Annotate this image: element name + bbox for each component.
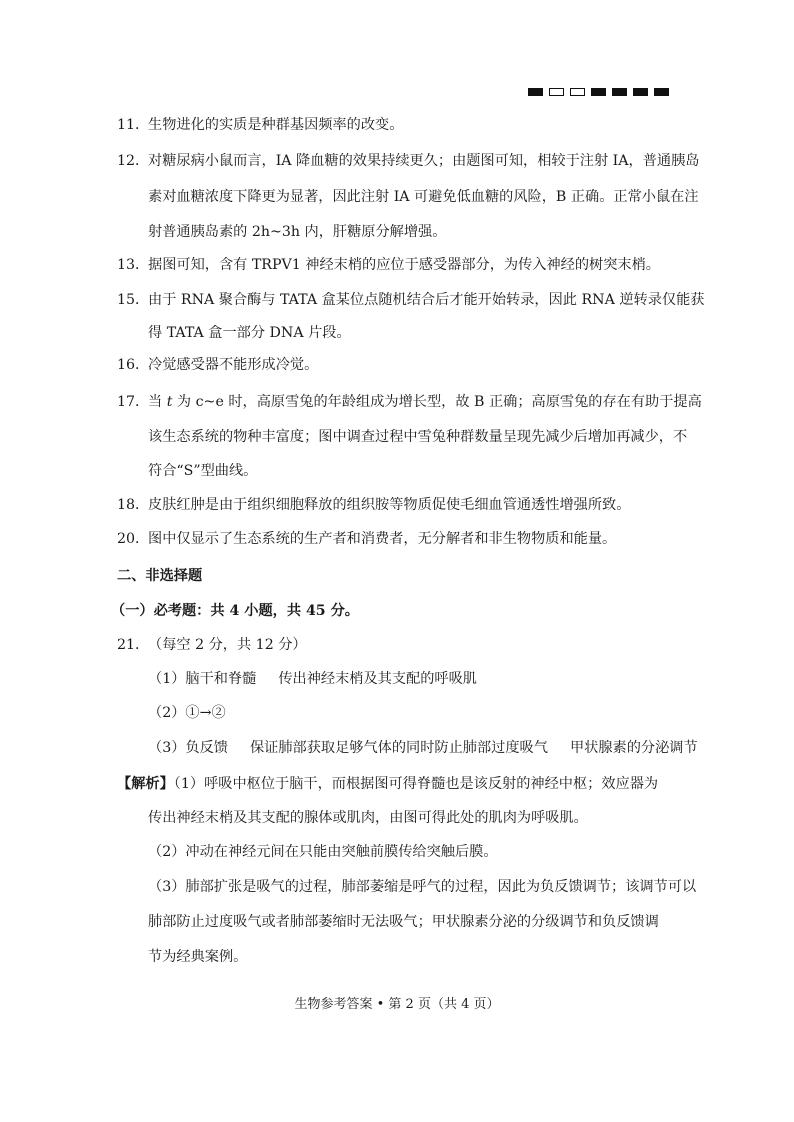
item-number: 15． xyxy=(117,292,150,308)
answer-item-12-line2: 素对血糖浓度下降更为显著，因此注射 IA 可避免低血糖的风险，B 正确。正常小鼠在注 xyxy=(148,189,699,205)
header-marks xyxy=(528,88,675,98)
answer-item-13 xyxy=(117,254,660,274)
item-number: 21． xyxy=(117,637,150,653)
item-number: 12． xyxy=(117,153,150,169)
item-number: 16． xyxy=(117,357,150,373)
answer-item-17-line3: 符合“S”型曲线。 xyxy=(148,463,258,479)
analysis-part3: （3）肺部扩张是吸气的过程，肺部萎缩是呼气的过程，因此为负反馈调节；该调节可以 xyxy=(148,879,697,895)
part-label: （3） xyxy=(148,740,186,756)
item-text: 皮肤红肿是由于组织细胞释放的组织胺等物质促使毛细血管通透性增强所致。 xyxy=(148,497,631,513)
variable-t: t xyxy=(166,394,173,410)
item-number: 20． xyxy=(117,531,150,547)
answer-item-16 xyxy=(117,354,318,374)
analysis-part2: （2）冲动在神经元间在只能由突触前膜传给突触后膜。 xyxy=(148,844,498,860)
section-heading: 二、非选择题 xyxy=(117,568,203,584)
part-label: （1） xyxy=(148,671,186,687)
analysis-tag: 【解析】 xyxy=(117,776,174,792)
answer-item-20 xyxy=(117,528,616,548)
header-mark-hollow xyxy=(549,88,564,96)
analysis-part3-line2: 肺部防止过度吸气或者肺部萎缩时无法吸气；甲状腺素分泌的分级调节和负反馈调 xyxy=(148,914,659,930)
analysis-text: （1）呼吸中枢位于脑干，而根据图可得脊髓也是该反射的神经中枢；效应器为 xyxy=(173,776,659,792)
answer-21-part3 xyxy=(148,737,698,757)
score-note: （每空 2 分，共 12 分） xyxy=(148,637,307,653)
analysis-part3-line3: 节为经典案例。 xyxy=(148,949,248,965)
answer-blank-1: 脑干和脊髓 xyxy=(185,671,257,687)
header-mark-filled xyxy=(591,88,606,96)
header-mark-filled xyxy=(654,88,669,96)
item-text-start: 当 xyxy=(148,394,167,410)
header-mark-filled xyxy=(633,88,648,96)
item-text: 对糖尿病小鼠而言，IA 降血糖的效果持续更久；由题图可知，相较于注射 IA，普通胰岛 xyxy=(148,153,700,169)
answer-21-part2: （2）①→② xyxy=(148,705,226,721)
item-number: 11． xyxy=(117,117,150,133)
item-number: 13． xyxy=(117,257,150,273)
analysis-part1-line2: 传出神经末梢及其支配的腺体或肌肉，由图可得此处的肌肉为呼吸肌。 xyxy=(148,810,588,826)
answer-item-11 xyxy=(117,114,403,134)
answer-blank-4: 负反馈 xyxy=(185,740,228,756)
answer-item-17 xyxy=(117,391,702,411)
analysis-part1 xyxy=(117,773,658,793)
item-number: 18． xyxy=(117,497,150,513)
answer-item-12 xyxy=(117,150,699,170)
header-mark-filled xyxy=(612,88,627,96)
answer-item-17-line2: 该生态系统的物种丰富度；图中调查过程中雪兔种群数量呈现先减少后增加再减少，不 xyxy=(148,429,688,445)
answer-item-18 xyxy=(117,494,630,514)
header-mark-filled xyxy=(528,88,543,96)
answer-blank-5: 保证肺部获取足够气体的同时防止肺部过度吸气 xyxy=(249,740,548,756)
item-number: 17． xyxy=(117,394,150,410)
answer-item-21 xyxy=(117,634,307,654)
item-text: 据图可知，含有 TRPV1 神经末梢的应位于感受器部分，为传入神经的树突末梢。 xyxy=(148,257,660,273)
header-mark-hollow xyxy=(570,88,585,96)
item-text: 冷觉感受器不能形成冷觉。 xyxy=(148,357,319,373)
answer-21-part1 xyxy=(148,668,477,688)
section-sub-heading: （一）必考题：共 4 小题，共 45 分。 xyxy=(111,603,359,619)
item-text-rest: 为 c~e 时，高原雪兔的年龄组成为增长型，故 B 正确；高原雪兔的存在有助于提高 xyxy=(172,394,702,410)
page-footer: 生物参考答案 • 第 2 页（共 4 页） xyxy=(294,997,500,1012)
answer-item-15 xyxy=(117,289,704,309)
answer-blank-6: 甲状腺素的分泌调节 xyxy=(569,740,698,756)
answer-item-12-line3: 射普通胰岛素的 2h~3h 内，肝糖原分解增强。 xyxy=(148,224,447,240)
item-text: 生物进化的实质是种群基因频率的改变。 xyxy=(148,117,404,133)
answer-blank-2: 传出神经末梢及其支配的呼吸肌 xyxy=(278,671,477,687)
answer-item-15-line2: 得 TATA 盒一部分 DNA 片段。 xyxy=(148,325,351,341)
item-text: 图中仅显示了生态系统的生产者和消费者，无分解者和非生物物质和能量。 xyxy=(148,531,617,547)
item-text: 由于 RNA 聚合酶与 TATA 盒某位点随机结合后才能开始转录，因此 RNA 逆转录仅能获 xyxy=(148,292,705,308)
